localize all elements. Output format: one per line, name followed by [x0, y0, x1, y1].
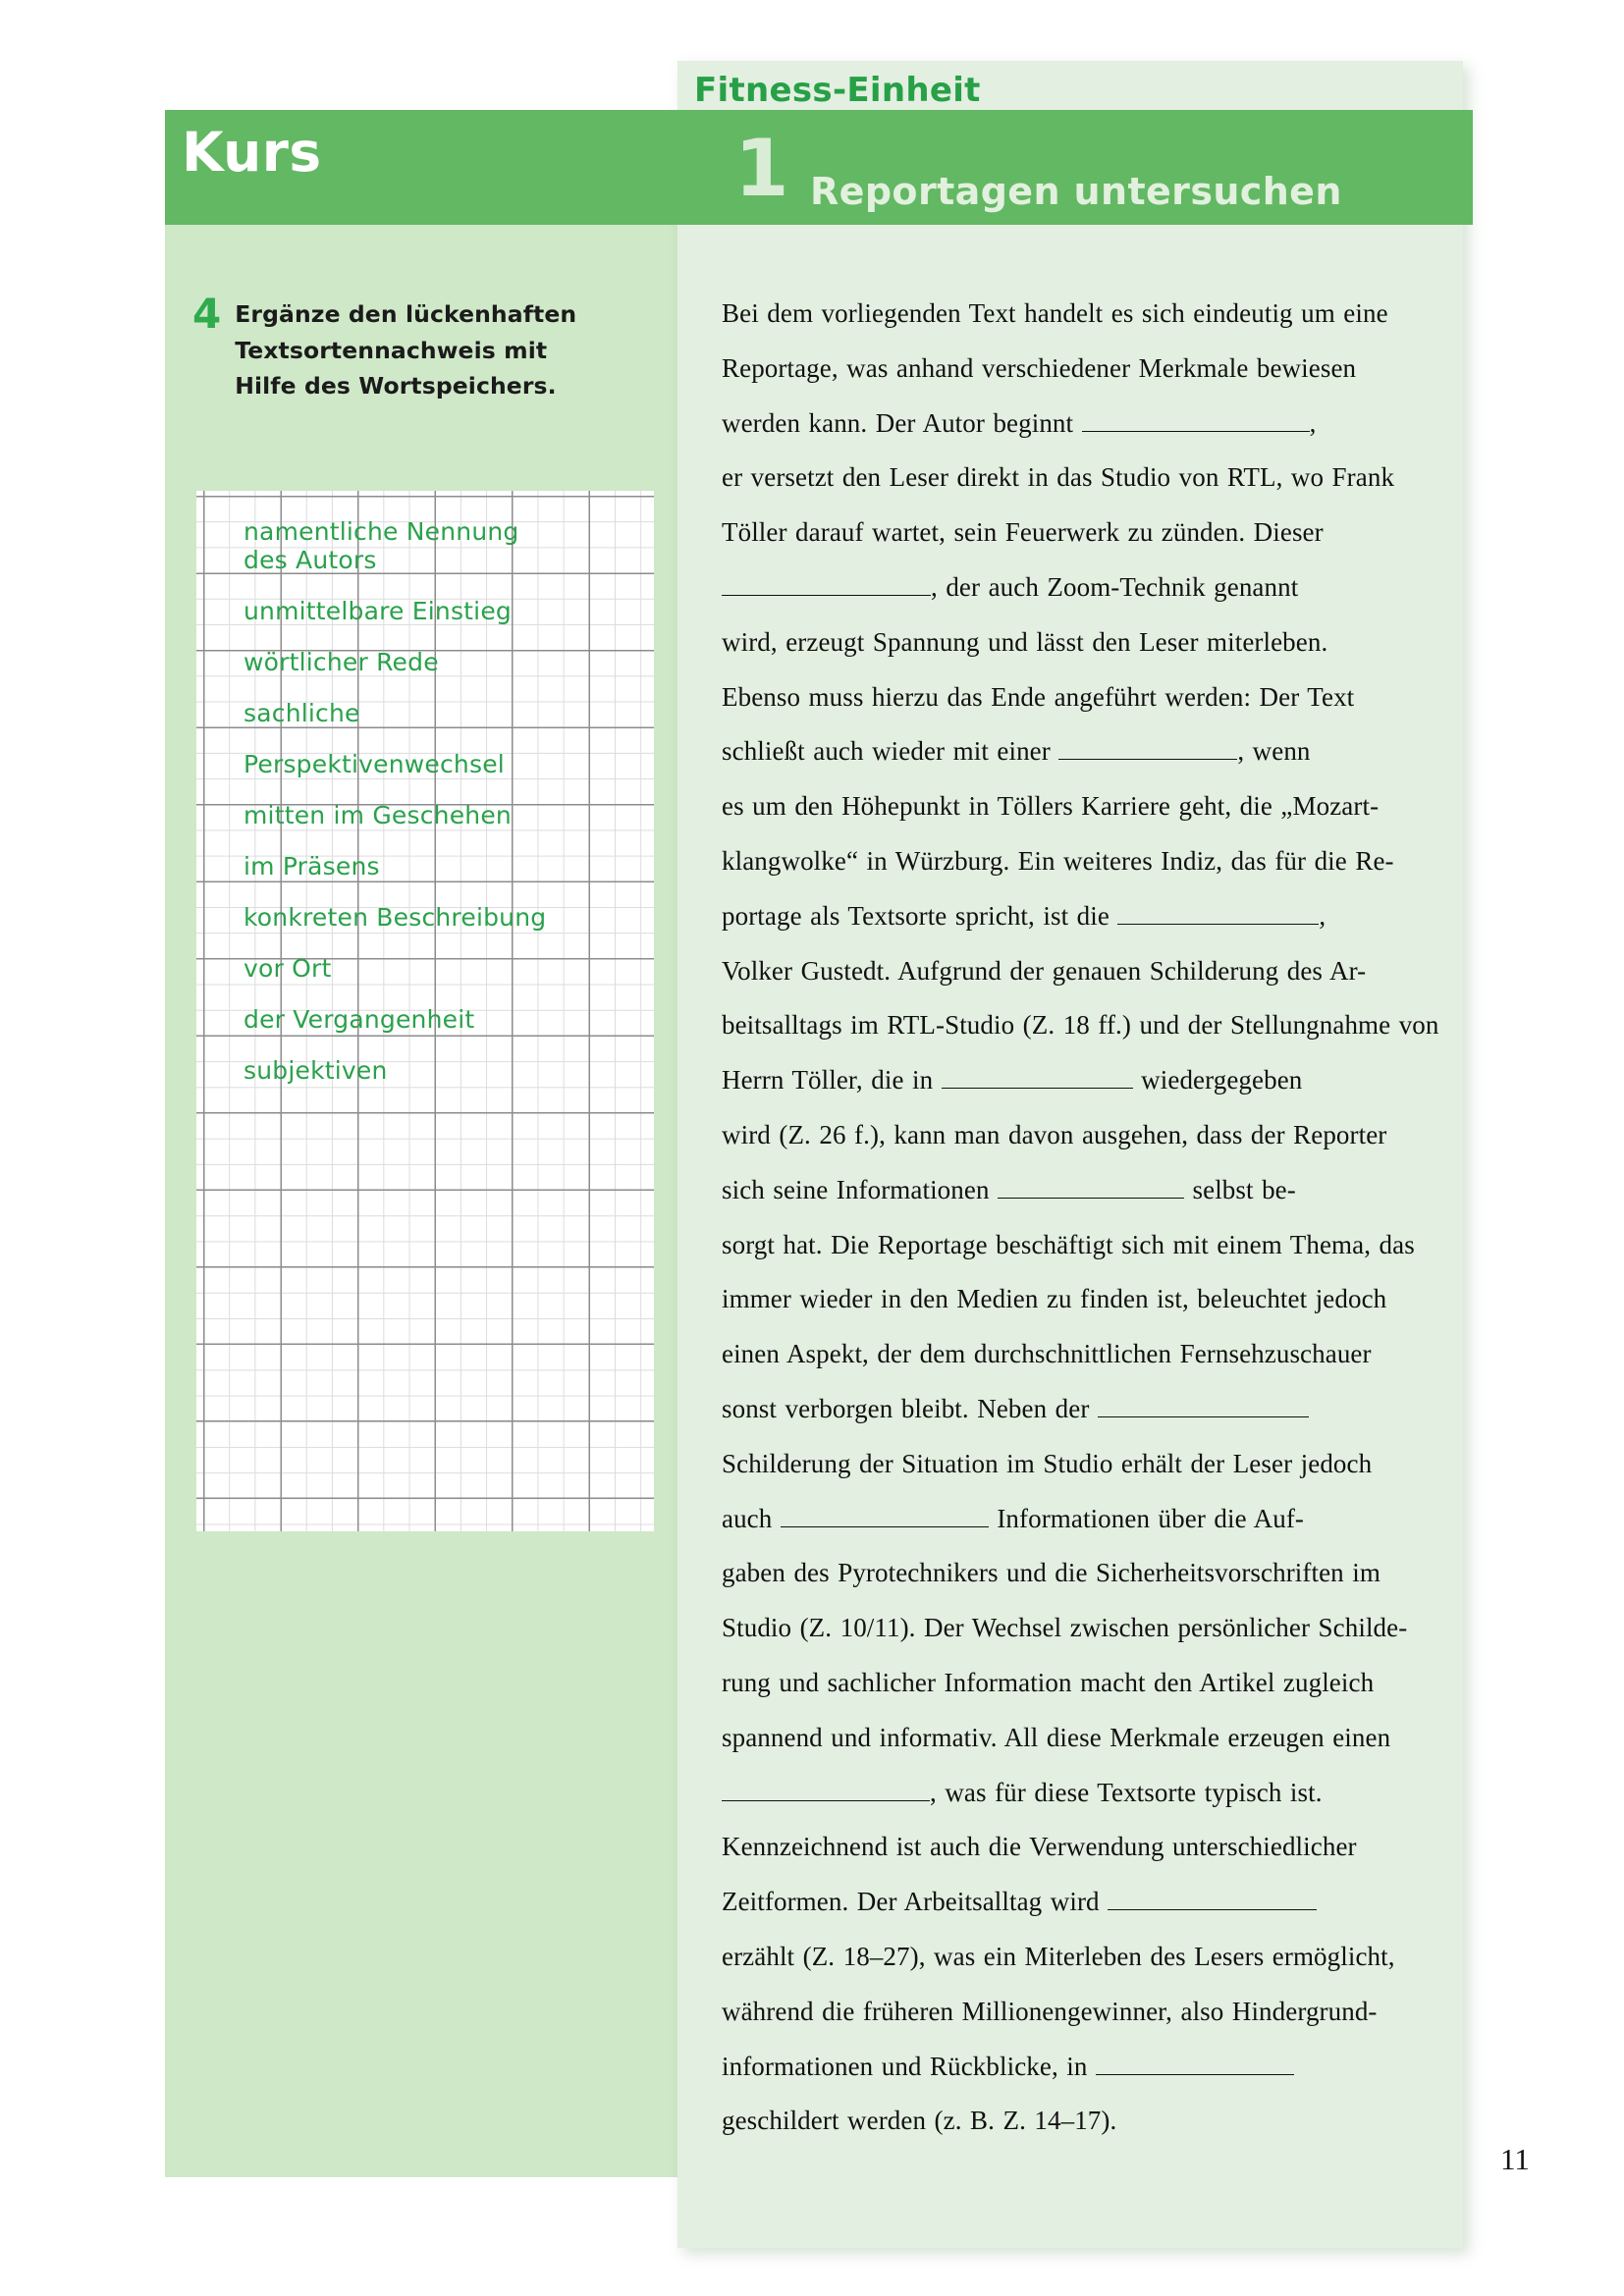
- unit-number: 1: [734, 123, 789, 214]
- body-text-run: ,: [1319, 900, 1326, 931]
- body-text-run: Schilderung der Situation im Studio erhält der Leser jedoch: [722, 1448, 1373, 1478]
- fill-in-blank[interactable]: [1108, 1885, 1317, 1910]
- body-line: [722, 397, 1420, 452]
- wordbank-item[interactable]: subjektiven: [244, 1056, 388, 1085]
- wordbank-item[interactable]: mitten im Geschehen: [244, 801, 512, 829]
- body-text-run: einen Aspekt, der dem durchschnittlichen Fernsehzuschauer: [722, 1339, 1372, 1369]
- body-line: [722, 1985, 1420, 2040]
- fill-in-blank[interactable]: [1082, 406, 1310, 432]
- body-text-run: Studio (Z. 10/11). Der Wechsel zwischen persönlicher Schilde-: [722, 1613, 1408, 1643]
- body-line: [722, 561, 1420, 615]
- body-text-run: es um den Höhepunkt in Töllers Karriere geht, die „Mozart-: [722, 791, 1380, 822]
- body-text-run: Reportage, was anhand verschiedener Merkmale bewiesen: [722, 352, 1357, 383]
- body-text-run: informationen und Rückblicke, in: [722, 2051, 1096, 2081]
- body-line: [722, 1163, 1420, 1218]
- fill-in-blank[interactable]: [1058, 735, 1237, 761]
- body-line: [722, 998, 1439, 1053]
- fill-in-blank[interactable]: [1096, 2050, 1294, 2075]
- body-line: [722, 1546, 1420, 1601]
- wordbank-item[interactable]: konkreten Beschreibung: [244, 903, 547, 932]
- body-line: [722, 724, 1420, 779]
- body-line: [722, 1930, 1420, 1985]
- body-text-run: wird, erzeugt Spannung und lässt den Leser miterleben.: [722, 626, 1328, 657]
- wordbank-item[interactable]: im Präsens: [244, 852, 380, 881]
- body-line: [722, 1601, 1420, 1656]
- page-number: 11: [1500, 2142, 1530, 2176]
- body-line: [722, 1492, 1420, 1547]
- body-line: [722, 1218, 1420, 1273]
- fitness-einheit-label: Fitness-Einheit: [694, 71, 981, 110]
- body-line: [722, 1437, 1420, 1492]
- body-line: [722, 2040, 1420, 2095]
- fill-in-blank[interactable]: [1117, 899, 1319, 925]
- body-line: [722, 342, 1420, 397]
- wordbank-list: [196, 491, 654, 1109]
- fill-in-blank[interactable]: [722, 570, 931, 596]
- body-text-run: , der auch Zoom-Technik genannt: [931, 571, 1299, 602]
- body-line: [722, 779, 1420, 834]
- fill-in-blank[interactable]: [942, 1063, 1133, 1089]
- body-text-run: schließt auch wieder mit einer: [722, 736, 1059, 767]
- body-line: [722, 506, 1420, 561]
- body-text-run: während die früheren Millionengewinner, also Hindergrund-: [722, 1996, 1378, 2026]
- body-text-run: Volker Gustedt. Aufgrund der genauen Schilderung des Ar-: [722, 955, 1367, 986]
- body-line: [722, 2094, 1420, 2149]
- body-line: [722, 1875, 1420, 1930]
- body-text-run: ,: [1309, 407, 1317, 438]
- fill-in-blank[interactable]: [722, 1776, 930, 1801]
- body-text-run: portage als Textsorte spricht, ist die: [722, 900, 1118, 931]
- body-text-run: er versetzt den Leser direkt in das Studio von RTL, wo Frank: [722, 462, 1395, 493]
- wordbank-item[interactable]: der Vergangenheit: [244, 1005, 475, 1034]
- wordbank-item[interactable]: sachliche: [244, 699, 360, 727]
- fill-in-blank[interactable]: [781, 1502, 989, 1527]
- body-text-run: , was für diese Textsorte typisch ist.: [930, 1777, 1323, 1807]
- body-text-run: beitsalltags im RTL-Studio (Z. 18 ff.) und der Stellungnahme von: [722, 1010, 1439, 1041]
- wordbank-item[interactable]: Perspektivenwechsel: [244, 750, 505, 778]
- body-line: [722, 287, 1420, 342]
- body-text-run: spannend und informativ. All diese Merkmale erzeugen einen: [722, 1722, 1391, 1752]
- body-line: [722, 1327, 1420, 1382]
- body-line: [722, 1272, 1420, 1327]
- body-text-run: rung und sachlicher Information macht den Artikel zugleich: [722, 1667, 1375, 1697]
- body-text-run: sonst verborgen bleibt. Neben der: [722, 1393, 1098, 1423]
- body-line: [722, 1820, 1420, 1875]
- wordbank-item[interactable]: wörtlicher Rede: [244, 648, 439, 676]
- wordbank-item[interactable]: vor Ort: [244, 954, 332, 983]
- body-text-run: , wenn: [1237, 736, 1311, 767]
- body-line: [722, 670, 1420, 725]
- body-line: [722, 615, 1420, 670]
- task-block: [192, 290, 585, 404]
- body-text-run: wiedergegeben: [1132, 1065, 1303, 1095]
- body-text-run: immer wieder in den Medien zu finden ist, beleuchtet jedoch: [722, 1284, 1387, 1314]
- body-line: [722, 1766, 1420, 1821]
- wordbank-grid: [196, 491, 654, 1531]
- body-text-run: sich seine Informationen: [722, 1174, 999, 1204]
- body-text-run: Kennzeichnend ist auch die Verwendung unterschiedlicher: [722, 1832, 1357, 1862]
- wordbank-item[interactable]: des Autors: [244, 546, 377, 574]
- body-text-run: Ebenso muss hierzu das Ende angeführt werden: Der Text: [722, 681, 1355, 712]
- body-text-run: Zeitformen. Der Arbeitsalltag wird: [722, 1887, 1109, 1917]
- body-line: [722, 1711, 1420, 1766]
- fill-in-blank[interactable]: [1098, 1392, 1309, 1417]
- body-line: [722, 1656, 1420, 1711]
- body-line: [722, 1382, 1420, 1437]
- wordbank-item[interactable]: unmittelbare Einstieg: [244, 597, 512, 625]
- body-text-run: geschildert werden (z. B. Z. 14–17).: [722, 2106, 1117, 2136]
- body-text-run: auch: [722, 1503, 781, 1533]
- body-text-run: erzählt (Z. 18–27), was ein Miterleben des Lesers ermöglicht,: [722, 1941, 1395, 1971]
- textsortennachweis-body: [722, 287, 1439, 2149]
- body-text-run: sorgt hat. Die Reportage beschäftigt sich mit einem Thema, das: [722, 1229, 1415, 1259]
- body-text-run: Töller darauf wartet, sein Feuerwerk zu zünden. Dieser: [722, 517, 1324, 548]
- body-line: [722, 1053, 1420, 1108]
- body-text-run: klangwolke“ in Würzburg. Ein weiteres Indiz, das für die Re-: [722, 845, 1394, 876]
- wordbank-item[interactable]: namentliche Nennung: [244, 517, 519, 546]
- unit-title: Reportagen untersuchen: [810, 170, 1342, 213]
- body-text-run: Informationen über die Auf-: [988, 1503, 1305, 1533]
- body-text-run: Bei dem vorliegenden Text handelt es sich eindeutig um eine: [722, 298, 1388, 328]
- body-line: [722, 889, 1420, 944]
- fill-in-blank[interactable]: [998, 1173, 1184, 1199]
- body-line: [722, 944, 1420, 999]
- body-text-run: wird (Z. 26 f.), kann man davon ausgehen, dass der Reporter: [722, 1119, 1387, 1149]
- body-text-run: selbst be-: [1184, 1174, 1296, 1204]
- body-line: [722, 1108, 1420, 1163]
- body-text-run: Herrn Töller, die in: [722, 1065, 942, 1095]
- task-number: 4: [192, 290, 222, 338]
- body-line: [722, 451, 1420, 506]
- body-text-run: gaben des Pyrotechnikers und die Sicherheitsvorschriften im: [722, 1558, 1380, 1588]
- kurs-label: Kurs: [182, 121, 322, 184]
- body-line: [722, 834, 1420, 889]
- body-text-run: werden kann. Der Autor beginnt: [722, 407, 1082, 438]
- task-instruction: Ergänze den lückenhaften Textsortennachweis mit Hilfe des Wortspeichers.: [235, 300, 577, 400]
